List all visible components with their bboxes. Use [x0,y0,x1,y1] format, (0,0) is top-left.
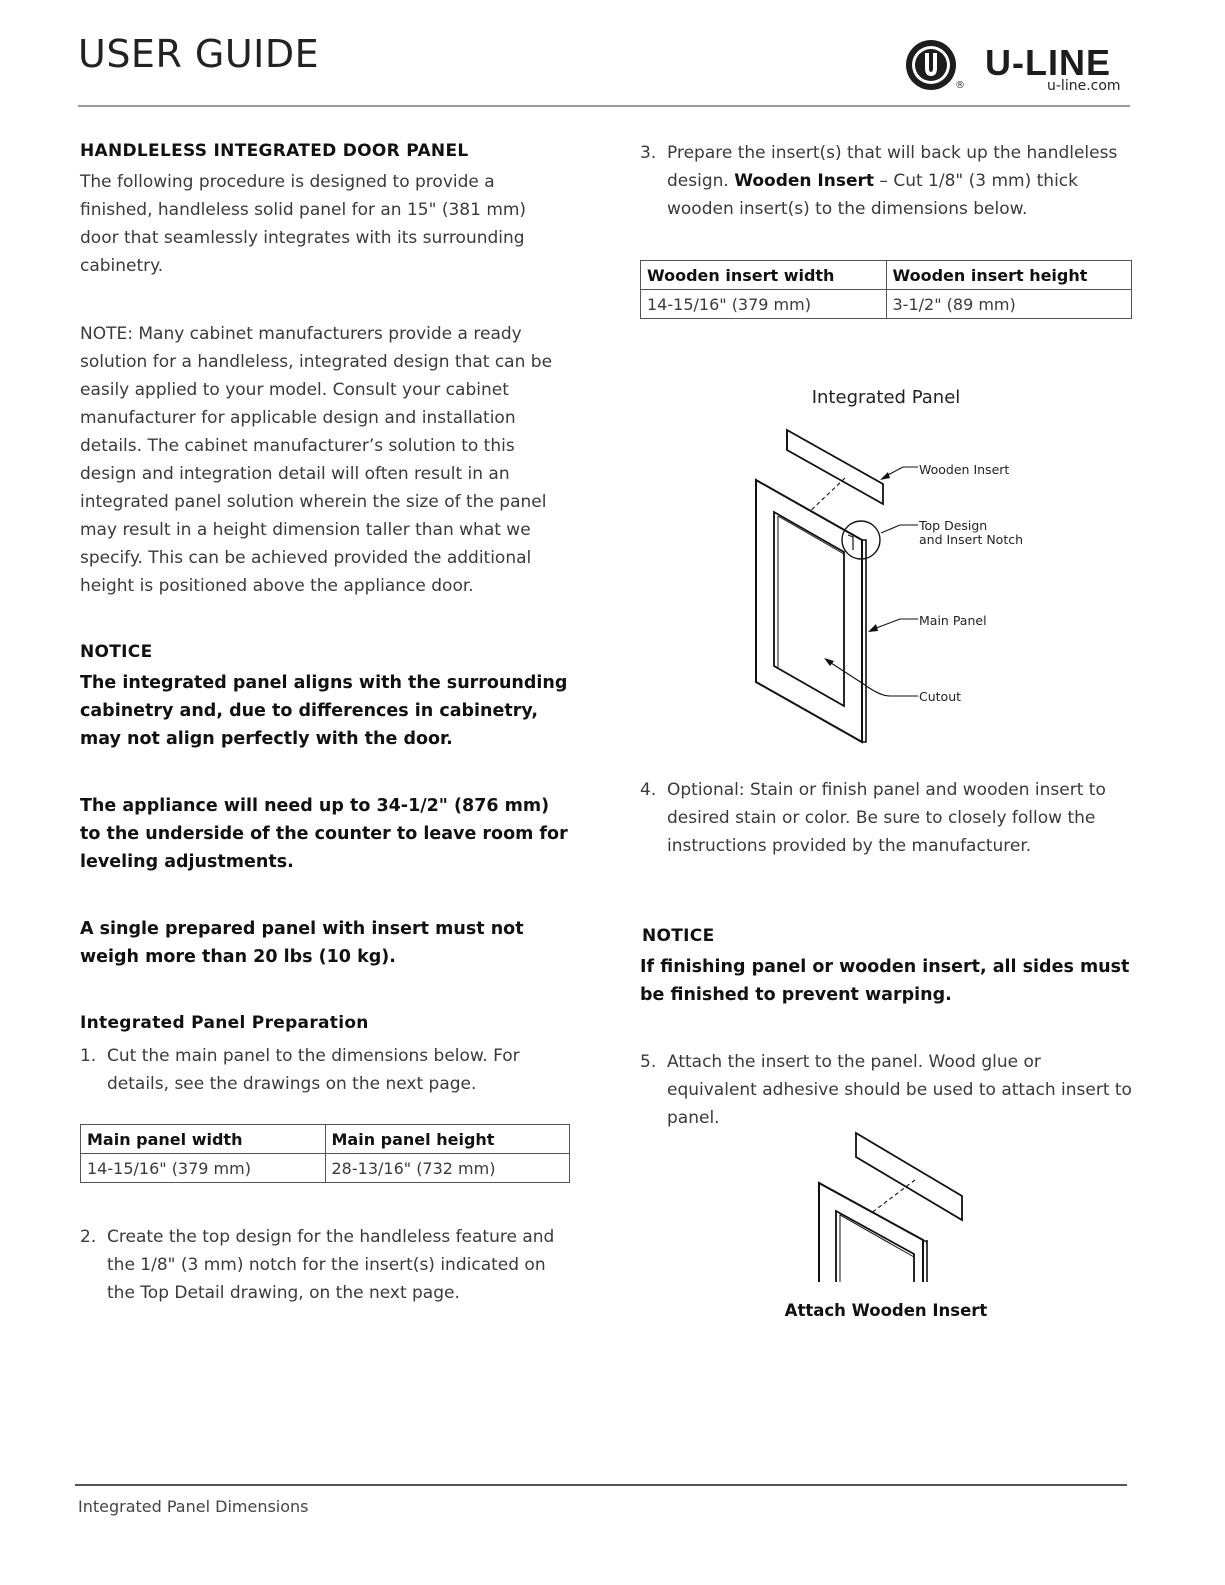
wooden-insert-term: Wooden Insert [734,171,875,191]
step-number: 3. [640,143,657,163]
step-text: Attach the insert to the panel. Wood glue or equivalent adhesive should be used to attach insert to panel. [667,1052,1132,1128]
wooden-insert-table [640,260,1132,319]
callout-cutout: Cutout [919,689,962,704]
callout-wooden-insert: Wooden Insert [919,462,1010,477]
step-text: Create the top design for the handleless feature and the 1/8" (3 mm) notch for the insert(s) indicated on the Top Detail drawing, on the next page. [107,1227,555,1303]
step-text-part: Prepare the insert(s) that will back up the handleless design. [667,143,1118,191]
step-text: Optional: Stain or finish panel and wooden insert to desired stain or color. Be sure to closely follow the instructions provided by the manufacturer. [667,780,1106,856]
footer-section-title: Integrated Panel Dimensions [78,1497,309,1516]
attach-insert-drawing [810,1128,970,1284]
footer-divider [75,1484,1127,1486]
notice-clearance: The appliance will need up to 34-1/2" (876 mm) to the underside of the counter to leave room for leveling adjustments. [80,796,568,872]
table-row [641,290,1132,319]
callout-insert-notch: and Insert Notch [919,532,1024,547]
table-cell: 3-1/2" (89 mm) [886,290,1132,319]
integrated-panel-drawing [740,420,940,755]
figure-integrated-panel-title: Integrated Panel [811,387,961,408]
step-number: 4. [640,780,657,800]
right-column-lower [640,776,1132,1132]
page-title: USER GUIDE [78,32,320,76]
table-cell: 14-15/16" (379 mm) [81,1154,326,1183]
step-5 [640,1048,1132,1132]
step-text: Cut the main panel to the dimensions below. For details, see the drawings on the next page. [107,1046,520,1094]
notice-alignment: The integrated panel aligns with the surrounding cabinetry and, due to differences in cabinetry, may not align perfectly with the door. [80,673,568,749]
table-cell: 28-13/16" (732 mm) [325,1154,570,1183]
table-header: Main panel width [81,1125,326,1154]
step-number: 2. [80,1227,97,1247]
step-4 [640,776,1132,860]
right-column [640,137,1132,319]
table-header: Wooden insert height [886,261,1132,290]
brand-logo [905,36,1140,98]
section-title: HANDLELESS INTEGRATED DOOR PANEL [80,141,469,161]
table-header-row [81,1125,570,1154]
left-column [80,137,570,1307]
step-1 [80,1042,570,1098]
notice-label: NOTICE [642,926,715,946]
figure-attach-caption: Attach Wooden Insert [784,1301,988,1320]
header-divider [78,105,1130,107]
main-panel-table [80,1124,570,1183]
table-cell: 14-15/16" (379 mm) [641,290,887,319]
u-line-logo-icon [905,38,961,94]
brand-url: u-line.com [1047,78,1121,94]
step-text [667,139,1132,223]
step-number: 5. [640,1052,657,1072]
table-header: Main panel height [325,1125,570,1154]
step-3 [640,139,1132,223]
table-header-row [641,261,1132,290]
notice-label: NOTICE [80,642,153,662]
step-text-part: – Cut 1/8" (3 mm) thick wooden insert(s) to the dimensions below. [667,171,1078,219]
table-header: Wooden insert width [641,261,887,290]
notice-weight: A single prepared panel with insert must not weigh more than 20 lbs (10 kg). [80,919,524,967]
note-paragraph: NOTE: Many cabinet manufacturers provide a ready solution for a handleless, integrated design that can be easily applied to your model. Consult your cabinet manufacturer for applicable design and installation details. The cabinet manufacturer’s solution to this design and integration detail will often result in an integrated panel solution wherein the size of the panel may result in a height dimension taller than what we specify. This can be achieved provided the additional height is positioned above the appliance door. [80,324,553,596]
step-number: 1. [80,1046,97,1066]
prep-title: Integrated Panel Preparation [80,1013,369,1033]
registered-mark: ® [955,80,965,91]
callout-top-design: Top Design [919,518,988,533]
brand-name: U-LINE [985,42,1111,83]
step-2 [80,1223,570,1307]
intro-paragraph: The following procedure is designed to provide a finished, handleless solid panel for an 15" (381 mm) door that seamlessly integrates with its surrounding cabinetry. [80,172,527,276]
table-row [81,1154,570,1183]
callout-main-panel: Main Panel [919,613,987,628]
notice-finishing: If finishing panel or wooden insert, all sides must be finished to prevent warping. [640,957,1130,1005]
